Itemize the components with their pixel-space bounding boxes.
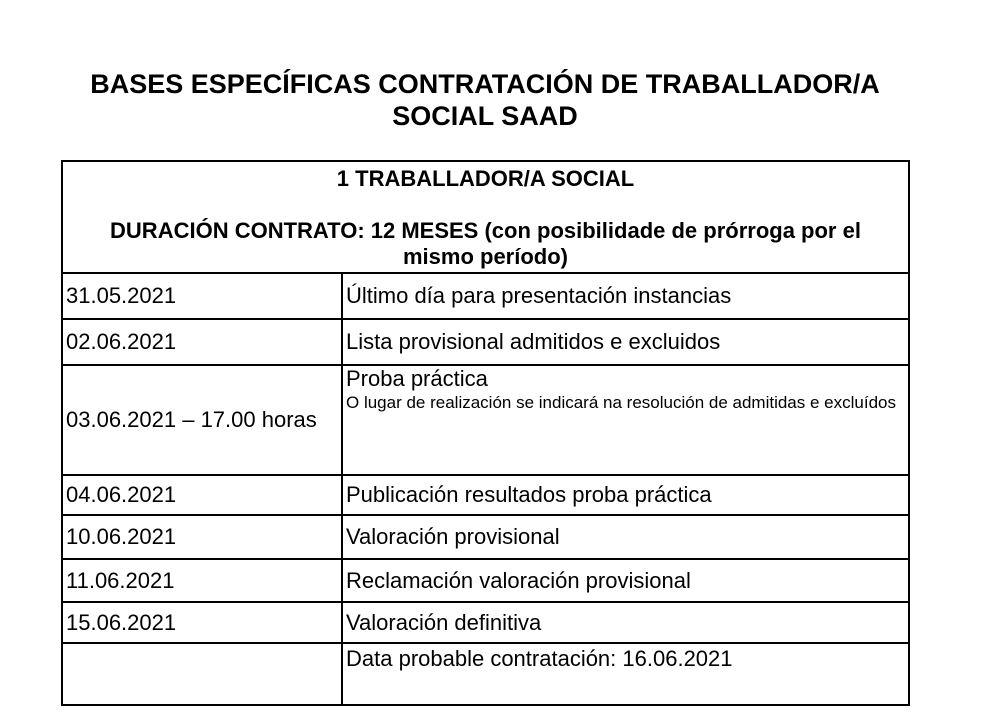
event-note: O lugar de realización se indicará na resolución de admitidas e excluídos <box>346 393 896 412</box>
table-row <box>62 319 909 365</box>
event-cell <box>342 602 909 643</box>
table-row <box>62 475 909 515</box>
next-row-cell <box>62 705 909 715</box>
event-cell <box>342 365 909 475</box>
event-text: Valoración provisional <box>346 524 560 549</box>
date-cell <box>62 643 342 705</box>
event-cell <box>342 475 909 515</box>
position-heading: 1 TRABALLADOR/A SOCIAL <box>336 166 635 191</box>
event-cell <box>342 559 909 602</box>
event-text: Proba práctica <box>346 366 488 391</box>
event-text: Lista provisional admitidos e excluidos <box>346 329 721 354</box>
table-row <box>62 515 909 559</box>
date-cell: 03.06.2021 – 17.00 horas <box>62 365 342 475</box>
event-text: Data probable contratación: 16.06.2021 <box>346 646 733 671</box>
event-text: Último día para presentación instancias <box>346 283 732 308</box>
event-text: Reclamación valoración provisional <box>346 567 691 593</box>
title-line-1: BASES ESPECÍFICAS CONTRATACIÓN DE TRABALLADOR/A <box>90 69 880 99</box>
event-text: Publicación resultados proba práctica <box>346 482 712 507</box>
date-cell: 10.06.2021 <box>62 515 342 559</box>
date-cell: 15.06.2021 <box>62 602 342 643</box>
contract-duration: DURACIÓN CONTRATO: 12 MESES (con posibilidade de prórroga por el mismo período) <box>110 218 861 269</box>
event-cell <box>342 273 909 319</box>
date-cell: 04.06.2021 <box>62 475 342 515</box>
table-header-cell <box>62 161 909 273</box>
title-line-2: SOCIAL SAAD <box>392 101 578 131</box>
event-cell <box>342 643 909 705</box>
schedule-table <box>61 160 910 715</box>
table-row <box>62 602 909 643</box>
table-row <box>62 273 909 319</box>
date-cell: 11.06.2021 <box>62 559 342 602</box>
event-text: Valoración definitiva <box>346 609 542 635</box>
event-cell <box>342 515 909 559</box>
date-cell: 02.06.2021 <box>62 319 342 365</box>
table-row <box>62 643 909 705</box>
table-row <box>62 559 909 602</box>
document-title <box>40 68 930 132</box>
table-header-row <box>62 161 909 273</box>
table-row-partial <box>62 705 909 715</box>
table-row <box>62 365 909 475</box>
date-cell: 31.05.2021 <box>62 273 342 319</box>
event-cell <box>342 319 909 365</box>
